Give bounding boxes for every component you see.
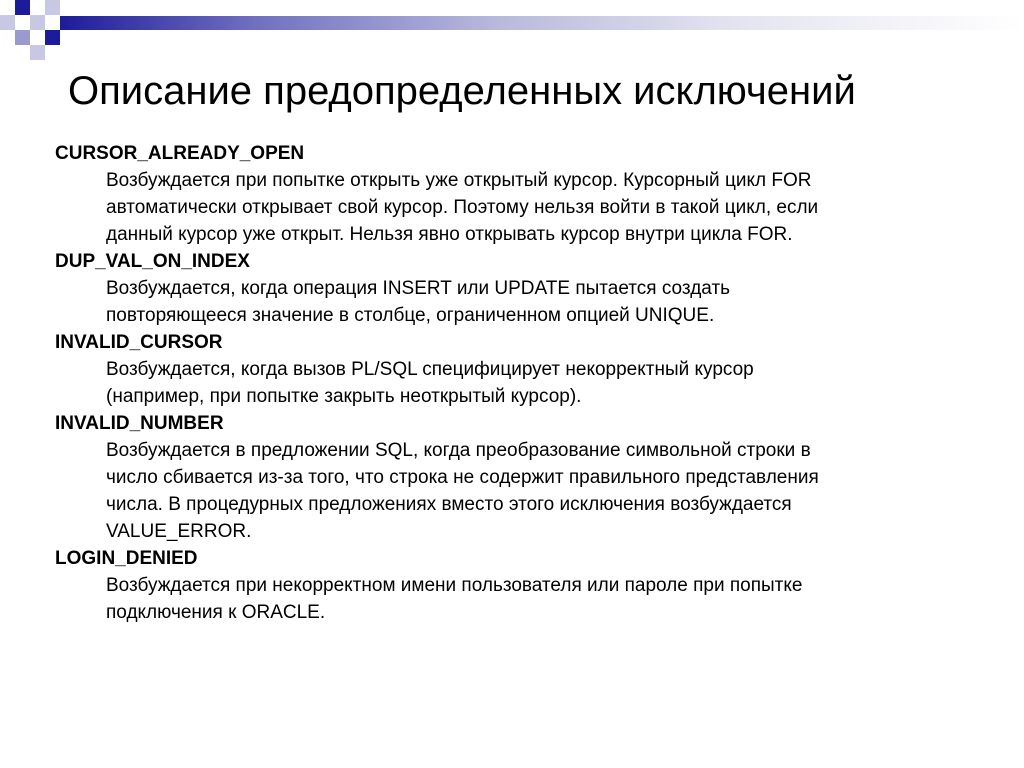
exception-description [106, 167, 976, 248]
exception-name: CURSOR_ALREADY_OPEN [55, 143, 305, 164]
description-line: (например, при попытке закрыть неоткрытый курсор). [106, 386, 582, 407]
deco-square [45, 0, 60, 15]
corner-squares-decoration [0, 0, 90, 60]
exception-item [55, 410, 985, 545]
description-line: Возбуждается в предложении SQL, когда преобразование символьной строки в [106, 440, 811, 461]
exception-item [55, 248, 985, 329]
exception-item [55, 140, 985, 248]
exception-description [106, 275, 976, 329]
deco-square [45, 30, 60, 45]
description-line: число сбивается из-за того, что строка не содержит правильного представления [106, 467, 819, 488]
exception-name: INVALID_NUMBER [55, 413, 224, 434]
description-line: VALUE_ERROR. [106, 521, 252, 542]
description-line: Возбуждается при попытке открыть уже открытый курсор. Курсорный цикл FOR [106, 170, 812, 191]
description-line: подключения к ORACLE. [106, 602, 326, 623]
deco-square [15, 30, 30, 45]
exception-name: LOGIN_DENIED [55, 548, 198, 569]
exception-description [106, 356, 976, 410]
deco-square [30, 15, 45, 30]
description-line: автоматически открывает свой курсор. Поэтому нельзя войти в такой цикл, если [106, 197, 819, 218]
exception-item [55, 545, 985, 626]
header-gradient-band [60, 16, 1024, 30]
deco-square [15, 0, 30, 15]
description-line: повторяющееся значение в столбце, ограниченном опцией UNIQUE. [106, 305, 715, 326]
deco-square [0, 15, 15, 30]
description-line: Возбуждается при некорректном имени пользователя или пароле при попытке [106, 575, 803, 596]
description-line: данный курсор уже открыт. Нельзя явно открывать курсор внутри цикла FOR. [106, 224, 793, 245]
description-line: Возбуждается, когда операция INSERT или UPDATE пытается создать [106, 278, 731, 299]
exception-description [106, 572, 976, 626]
slide-title: Описание предопределенных исключений [68, 69, 856, 113]
description-line: Возбуждается, когда вызов PL/SQL специфицирует некорректный курсор [106, 359, 754, 380]
exception-name: INVALID_CURSOR [55, 332, 223, 353]
deco-square [30, 45, 45, 60]
exception-name: DUP_VAL_ON_INDEX [55, 251, 250, 272]
description-line: числа. В процедурных предложениях вместо этого исключения возбуждается [106, 494, 792, 515]
exception-item [55, 329, 985, 410]
exception-description [106, 437, 976, 545]
exceptions-list [55, 140, 985, 626]
